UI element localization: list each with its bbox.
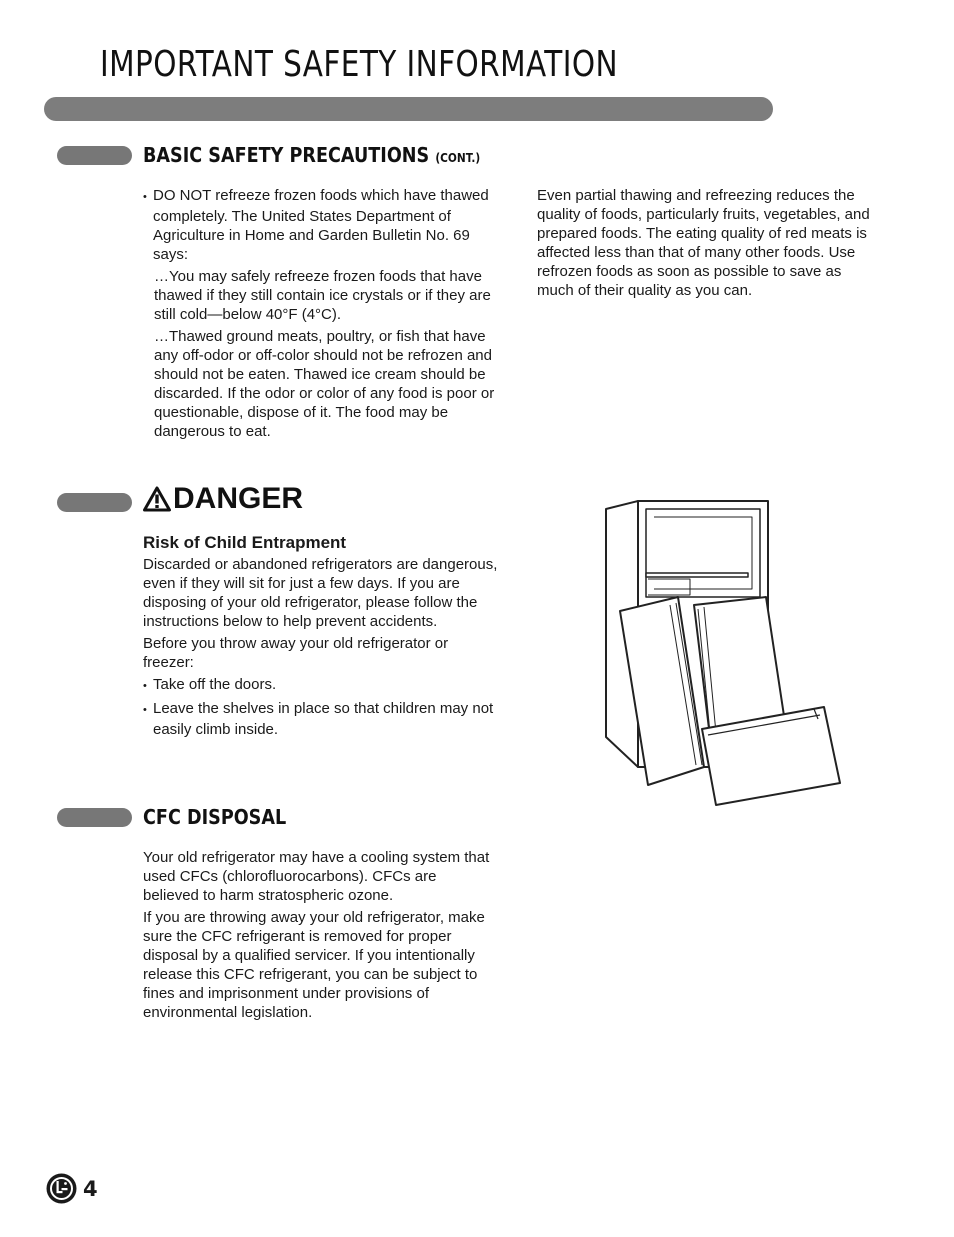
danger-bullet: • Leave the shelves in place so that children may not easily climb inside. [143, 699, 503, 739]
danger-column [143, 533, 503, 742]
basic-safety-left-column [143, 186, 508, 444]
basic-safety-heading-text: BASIC SAFETY PRECAUTIONS [143, 143, 430, 167]
cfc-paragraph-2: If you are throwing away your old refrigerator, make sure the CFC refrigerant is removed for proper disposal by a qualified servicer. If you intentionally release this CFC refrigerant, you can be subject to fines and imprisonment under provisions of environmental legislation. [143, 909, 485, 1021]
page-number: 4 [83, 1177, 98, 1201]
section-marker-pill [57, 808, 132, 827]
warning-triangle-icon [143, 486, 171, 512]
cfc-disposal-heading: CFC DISPOSAL [143, 805, 287, 829]
danger-paragraph-1: Discarded or abandoned refrigerators are dangerous, even if they will sit for just a few days. If you are disposing of your old refrigerator, please follow the instructions below to help prevent accidents. [143, 556, 498, 630]
danger-heading [143, 482, 303, 516]
cfc-paragraph-1: Your old refrigerator may have a cooling system that used CFCs (chlorofluorocarbons). CFCs are believed to harm stratospheric ozone. [143, 849, 490, 904]
danger-bullet: • Take off the doors. [143, 675, 503, 696]
cfc-column [143, 848, 493, 1025]
lg-logo-icon [46, 1173, 77, 1204]
refrigerator-doors-removed-illustration [598, 497, 846, 809]
basic-safety-right-column [537, 186, 882, 303]
title-underline-bar [44, 97, 773, 121]
child-entrapment-subheading: Risk of Child Entrapment [143, 533, 347, 552]
page-title: IMPORTANT SAFETY INFORMATION [100, 44, 618, 85]
refreeze-quality-paragraph: Even partial thawing and refreezing reduces the quality of foods, particularly fruits, vegetables, and prepared foods. The eating quality of red meats is affected less than that of many other foods. Use refrozen foods as soon as possible to save as much of their quality as you can. [537, 187, 870, 299]
section-marker-pill [57, 493, 132, 512]
basic-safety-heading-suffix: (CONT.) [435, 151, 481, 165]
refreeze-bullet: • DO NOT refreeze frozen foods which have thawed completely. The United States Department of Agriculture in Home and Garden Bulletin No. 69 says: [143, 186, 508, 264]
danger-paragraph-2: Before you throw away your old refrigerator or freezer: [143, 635, 449, 671]
basic-safety-heading [143, 143, 480, 167]
section-marker-pill [57, 146, 132, 165]
danger-heading-text: DANGER [173, 482, 304, 515]
refreeze-quote-1: …You may safely refreeze frozen foods that have thawed if they still contain ice crystals or if they are still cold—below 40°F (4°C). [154, 268, 491, 323]
refreeze-quote-2: …Thawed ground meats, poultry, or fish that have any off-odor or off-color should not be refrozen and should not be eaten. Thawed ice cream should be discarded. If the odor or color of any food is poor or questionable, dispose of it. The food may be dangerous to eat. [154, 328, 495, 440]
